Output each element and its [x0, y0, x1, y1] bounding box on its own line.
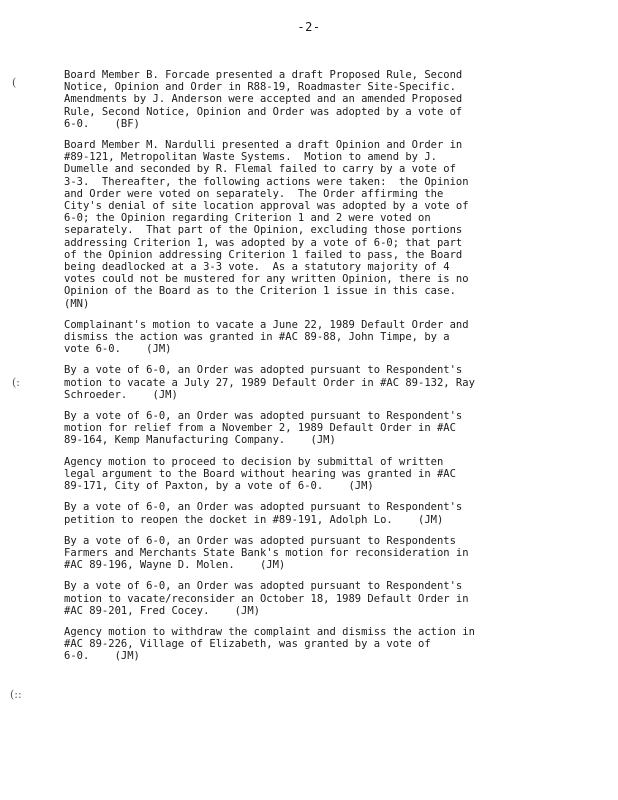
paragraph-line: 3-3. Thereafter, the following actions were taken: the Opinion: [64, 175, 469, 188]
paragraph-line: Agency motion to proceed to decision by submittal of written: [64, 455, 444, 468]
paragraph-line: votes could not be mustered for any written Opinion, there is no: [64, 273, 469, 286]
minutes-paragraph: [64, 364, 564, 401]
paragraph-line: 6-0. (JM): [64, 650, 140, 663]
paragraph-line: By a vote of 6-0, an Order was adopted pursuant to Respondent's: [64, 410, 463, 423]
page-number: -2-: [297, 20, 321, 34]
paragraph-line: City's denial of site location approval was adopted by a vote of: [64, 200, 469, 213]
minutes-body: [64, 69, 564, 672]
paragraph-line: Board Member M. Nardulli presented a draft Opinion and Order in: [64, 139, 463, 152]
paragraph-line: Dumelle and seconded by R. Flemal failed to carry by a vote of: [64, 163, 456, 176]
paragraph-line: 6-0. (BF): [64, 117, 140, 130]
paragraph-line: #89-121, Metropolitan Waste Systems. Motion to amend by J.: [64, 151, 437, 164]
minutes-paragraph: [64, 501, 564, 525]
paragraph-line: petition to reopen the docket in #89-191, Adolph Lo. (JM): [64, 513, 444, 526]
paragraph-line: being deadlocked at a 3-3 vote. As a statutory majority of 4: [64, 261, 450, 274]
paragraph-line: motion for relief from a November 2, 1989 Default Order in #AC: [64, 422, 456, 435]
minutes-paragraph: [64, 456, 564, 493]
paragraph-line: and Order were voted on separately. The Order affirming the: [64, 187, 444, 200]
paragraph-line: #AC 89-201, Fred Cocey. (JM): [64, 604, 260, 617]
paragraph-line: addressing Criterion 1, was adopted by a vote of 6-0; that part: [64, 236, 463, 249]
minutes-paragraph: [64, 580, 564, 617]
paragraph-line: 6-0; the Opinion regarding Criterion 1 and 2 were voted on: [64, 212, 431, 225]
paragraph-line: Agency motion to withdraw the complaint and dismiss the action in: [64, 625, 475, 638]
paragraph-line: Notice, Opinion and Order in R88-19, Roadmaster Site-Specific.: [64, 81, 456, 94]
minutes-paragraph: [64, 319, 564, 356]
margin-bracket-mark: (:: [12, 376, 20, 389]
paragraph-line: Schroeder. (JM): [64, 388, 178, 401]
paragraph-line: By a vote of 6-0, an Order was adopted pursuant to Respondents: [64, 534, 456, 547]
paragraph-line: #AC 89-226, Village of Elizabeth, was granted by a vote of: [64, 638, 431, 651]
minutes-paragraph: [64, 626, 564, 663]
paragraph-line: Farmers and Merchants State Bank's motion for reconsideration in: [64, 546, 469, 559]
paragraph-line: Board Member B. Forcade presented a draft Proposed Rule, Second: [64, 69, 463, 81]
paragraph-line: By a vote of 6-0, an Order was adopted pursuant to Respondent's: [64, 364, 463, 377]
paragraph-line: Rule, Second Notice, Opinion and Order was adopted by a vote of: [64, 105, 463, 118]
paragraph-line: Opinion of the Board as to the Criterion 1 issue in this case.: [64, 285, 456, 298]
paragraph-line: Complainant's motion to vacate a June 22, 1989 Default Order and: [64, 318, 469, 331]
paragraph-line: motion to vacate a July 27, 1989 Default Order in #AC 89-132, Ray: [64, 376, 475, 389]
minutes-paragraph: [64, 139, 564, 310]
minutes-paragraph: [64, 410, 564, 447]
paragraph-line: vote 6-0. (JM): [64, 343, 172, 356]
paragraph-line: By a vote of 6-0, an Order was adopted pursuant to Respondent's: [64, 580, 463, 593]
margin-bracket-mark: (: [12, 76, 17, 89]
paragraph-line: of the Opinion addressing Criterion 1 failed to pass, the Board: [64, 248, 463, 261]
paragraph-line: dismiss the action was granted in #AC 89-88, John Timpe, by a: [64, 331, 450, 344]
minutes-paragraph: [64, 535, 564, 572]
paragraph-line: #AC 89-196, Wayne D. Molen. (JM): [64, 559, 286, 572]
paragraph-line: By a vote of 6-0, an Order was adopted pursuant to Respondent's: [64, 501, 463, 514]
paragraph-line: Amendments by J. Anderson were accepted and an amended Proposed: [64, 93, 463, 106]
paragraph-line: separately. That part of the Opinion, excluding those portions: [64, 224, 463, 237]
paragraph-line: 89-164, Kemp Manufacturing Company. (JM): [64, 434, 336, 447]
margin-bracket-mark: (::: [10, 688, 22, 701]
minutes-paragraph: [64, 69, 564, 130]
paragraph-line: 89-171, City of Paxton, by a vote of 6-0. (JM): [64, 480, 374, 493]
paragraph-line: motion to vacate/reconsider an October 18, 1989 Default Order in: [64, 592, 469, 605]
paragraph-line: (MN): [64, 297, 90, 310]
paragraph-line: legal argument to the Board without hearing was granted in #AC: [64, 467, 456, 480]
